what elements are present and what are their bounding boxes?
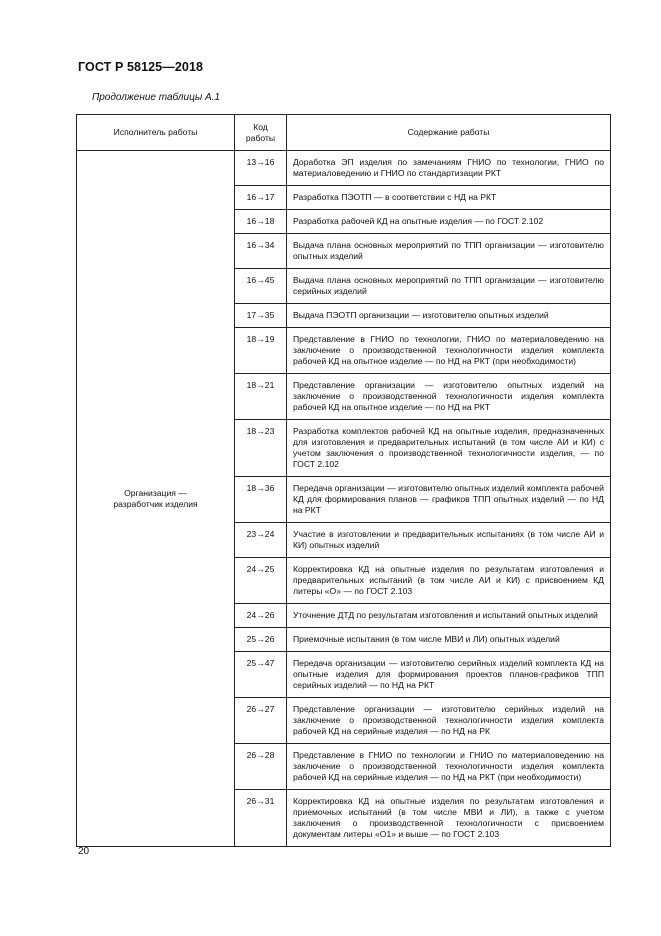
work-code: 13→16 (235, 151, 287, 186)
work-description: Представление организации — изготовителю опытных изделий на заключение о производственной технологичности изделия комплекта рабочей КД на опытное изделие — по НД на РКТ (287, 374, 611, 420)
work-description: Участие в изготовлении и предварительных испытаниях (в том числе АИ и КИ) опытных изделий (287, 523, 611, 558)
work-code: 18→23 (235, 420, 287, 477)
work-description: Разработка ПЭОТП — в соответствии с НД на РКТ (287, 186, 611, 210)
work-code: 23→24 (235, 523, 287, 558)
work-code: 18→19 (235, 328, 287, 374)
work-code: 25→26 (235, 628, 287, 652)
work-code: 16→45 (235, 269, 287, 304)
work-code: 16→17 (235, 186, 287, 210)
table-body (77, 151, 611, 847)
executor-cell (77, 151, 235, 847)
work-description: Разработка комплектов рабочей КД на опытные изделия, предназначенных для изготовления и предварительных испытаний (в том числе АИ и КИ) с учетом заключения о производственной технологичности изделия, — по ГОСТ 2.102 (287, 420, 611, 477)
work-description: Корректировка КД на опытные изделия по результатам изготовления и предварительных испытаний (в том числе АИ и КИ) с присвоением КД литеры «О» — по ГОСТ 2.103 (287, 558, 611, 604)
work-description: Выдача плана основных мероприятий по ТПП организации — изготовителю опытных изделий (287, 234, 611, 269)
work-code: 18→21 (235, 374, 287, 420)
work-code: 26→31 (235, 790, 287, 847)
work-description: Передача организации — изготовителю опытных изделий комплекта рабочей КД для формирования планов — графиков ТПП опытных изделий — по НД на РКТ (287, 477, 611, 523)
work-code: 26→27 (235, 698, 287, 744)
column-header-content: Содержание работы (287, 115, 611, 151)
works-table (76, 114, 611, 847)
work-description: Корректировка КД на опытные изделия по результатам изготовления и приемочных испытаний (в том числе МВИ и ЛИ), а также с учетом заключения о производственной технологичности с присвоением документам литеры «О1» и выше — по ГОСТ 2.103 (287, 790, 611, 847)
work-code: 16→34 (235, 234, 287, 269)
work-description: Уточнение ДТД по результатам изготовления и испытаний опытных изделий (287, 604, 611, 628)
work-code: 24→26 (235, 604, 287, 628)
column-header-executor: Исполнитель работы (77, 115, 235, 151)
work-description: Представление в ГНИО по технологии, ГНИО по материаловедению на заключение о производственной технологичности изделия комплекта рабочей КД на опытное изделие — по НД на РКТ (при необходимости) (287, 328, 611, 374)
table-row (77, 151, 611, 186)
work-code: 17→35 (235, 304, 287, 328)
work-description: Выдача ПЭОТП организации — изготовителю опытных изделий (287, 304, 611, 328)
work-code: 26→28 (235, 744, 287, 790)
work-code: 18→36 (235, 477, 287, 523)
work-description: Представление в ГНИО по технологии и ГНИО по материаловедению на заключение о производственной технологичности изделия комплекта рабочей КД на серийные изделия — по НД на РКТ (при необходимости) (287, 744, 611, 790)
work-code: 24→25 (235, 558, 287, 604)
work-description: Доработка ЭП изделия по замечаниям ГНИО по технологии, ГНИО по материаловедению и ГНИО по стандартизации РКТ (287, 151, 611, 186)
document-title: ГОСТ Р 58125—2018 (78, 60, 204, 74)
table-caption: Продолжение таблицы А.1 (92, 92, 220, 103)
work-code: 25→47 (235, 652, 287, 698)
work-description: Выдача плана основных мероприятий по ТПП организации — изготовителю серийных изделий (287, 269, 611, 304)
page-number: 20 (78, 846, 90, 857)
table-header-row (77, 115, 611, 151)
work-description: Представление организации — изготовителю серийных изделий на заключение о производственной технологичности изделия комплекта рабочей КД на серийные изделия — по НД на РК (287, 698, 611, 744)
executor-name: Организация — разработчик изделия (113, 487, 198, 509)
work-description: Приемочные испытания (в том числе МВИ и ЛИ) опытных изделий (287, 628, 611, 652)
work-code: 16→18 (235, 210, 287, 234)
column-header-code: Код работы (235, 115, 287, 151)
work-description: Разработка рабочей КД на опытные изделия — по ГОСТ 2.102 (287, 210, 611, 234)
work-description: Передача организации — изготовителю серийных изделий комплекта КД на опытные изделия для формирования проектов планов-графиков ТПП серийных изделий — по НД на РКТ (287, 652, 611, 698)
